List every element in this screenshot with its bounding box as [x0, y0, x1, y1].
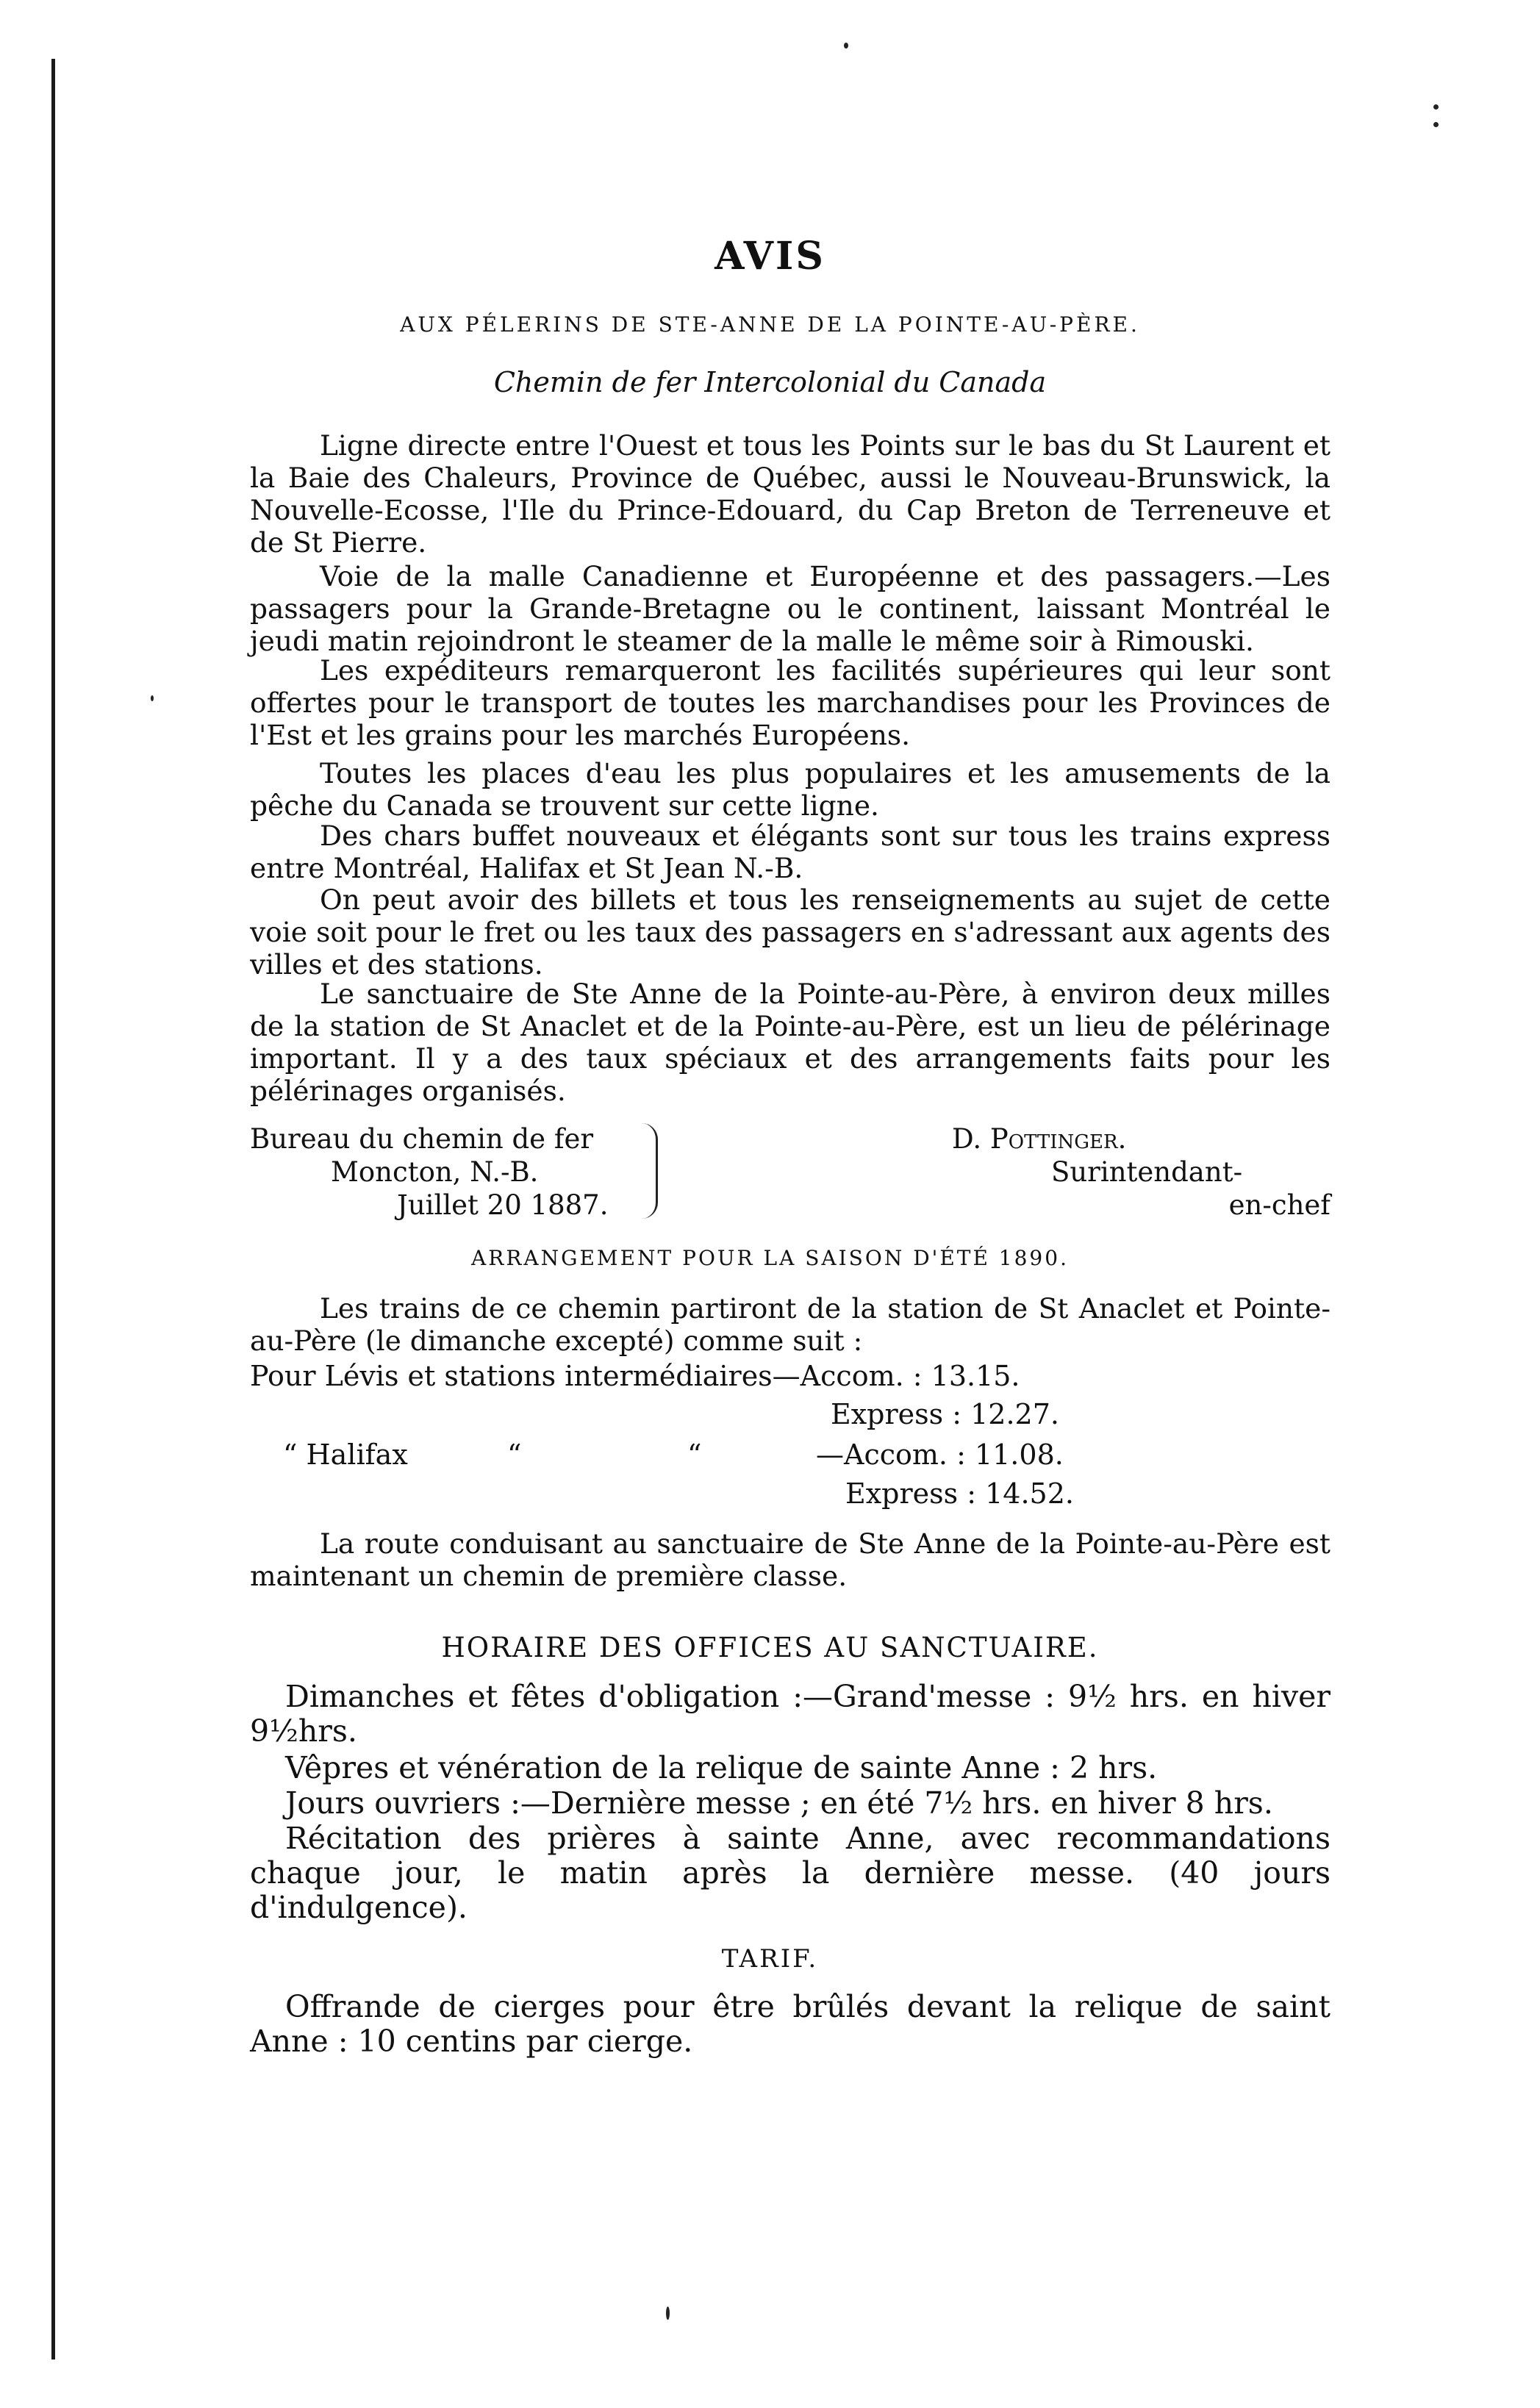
ditto-mark: “ — [687, 1438, 702, 1471]
weekday-schedule: Jours ouvriers :—Dernière messe ; en été 7½ hrs. en hiver 8 hrs. — [285, 1785, 1273, 1821]
paragraph-resorts: Toutes les places d'eau les plus populaires et les amusements de la pêche du Canada se trouvent sur cette ligne. — [250, 757, 1331, 822]
halifax-express: Express : 14.52. — [845, 1477, 1074, 1510]
ditto-mark: “ — [507, 1438, 522, 1471]
ink-speck — [1433, 122, 1439, 127]
signatory-title: Surintendant- — [1051, 1156, 1243, 1188]
page-edge-rule — [51, 59, 55, 2359]
brace-mark — [641, 1123, 658, 1219]
levis-accom: Pour Lévis et stations intermédiaires—Accom. : 13.15. — [250, 1360, 1020, 1392]
route-paragraph: La route conduisant au sanctuaire de Ste Anne de la Pointe-au-Père est maintenant un chemin de première classe. — [250, 1527, 1331, 1592]
notice-title: AVIS — [715, 234, 825, 279]
vespers-schedule: Vêpres et vénération de la relique de sainte Anne : 2 hrs. — [285, 1750, 1158, 1785]
summer-heading: ARRANGEMENT POUR LA SAISON D'ÉTÉ 1890. — [471, 1246, 1069, 1270]
signatory-title-cont: en-chef — [1228, 1189, 1331, 1221]
notice-subtitle: AUX PÉLERINS DE STE-ANNE DE LA POINTE-AU-PÈRE. — [400, 312, 1140, 337]
prayers-schedule: Récitation des prières à sainte Anne, avec recommandations chaque jour, le matin après la dernière messe. (40 jours d'indulgence). — [250, 1821, 1331, 1925]
levis-express: Express : 12.27. — [831, 1398, 1059, 1430]
tarif-heading: TARIF. — [721, 1944, 819, 1974]
summer-intro: Les trains de ce chemin partiront de la station de St Anaclet et Pointe-au-Père (le dimanche excepté) comme suit : — [250, 1292, 1331, 1357]
office-address — [250, 1122, 662, 1222]
halifax-accom: —Accom. : 11.08. — [816, 1438, 1064, 1471]
railway-name: Chemin de fer Intercolonial du Canada — [493, 366, 1047, 398]
halifax-label: “ Halifax — [283, 1438, 408, 1471]
paragraph-buffet-cars: Des chars buffet nouveaux et élégants sont sur tous les trains express entre Montréal, Halifax et St Jean N.-B. — [250, 820, 1331, 884]
paragraph-tickets: On peut avoir des billets et tous les renseignements au sujet de cette voie soit pour le fret ou les taux des passagers en s'adressant aux agents des villes et des stations. — [250, 884, 1331, 981]
sunday-schedule: Dimanches et fêtes d'obligation :—Grand'messe : 9½ hrs. en hiver 9½hrs. — [250, 1679, 1331, 1749]
paragraph-route: Ligne directe entre l'Ouest et tous les Points sur le bas du St Laurent et la Baie des Chaleurs, Province de Québec, aussi le Nouveau-Brunswick, la Nouvelle-Ecosse, l'Ile du Prince-Edouard, du Cap Breton de Terreneuve et de St Pierre. — [250, 429, 1331, 559]
ink-speck — [844, 43, 848, 49]
offices-heading: HORAIRE DES OFFICES AU SANCTUAIRE. — [441, 1632, 1099, 1663]
signatory — [809, 1122, 1331, 1222]
signatory-name: D. Pottinger. — [952, 1123, 1127, 1155]
ink-speck — [151, 695, 154, 701]
office-date: Juillet 20 1887. — [397, 1189, 609, 1221]
ink-speck — [1433, 104, 1439, 110]
office-city: Moncton, N.-B. — [331, 1156, 539, 1188]
paragraph-shippers: Les expéditeurs remarqueront les facilités supérieures qui leur sont offertes pour le transport de toutes les marchandises pour les Provinces de l'Est et les grains pour les marchés Européens. — [250, 654, 1331, 751]
paragraph-sanctuary: Le sanctuaire de Ste Anne de la Pointe-au-Père, à environ deux milles de la station de St Anaclet et de la Pointe-au-Père, est un lieu de pélérinage important. Il y a des taux spéciaux et des arrangements faits pour les pélérinages organisés. — [250, 978, 1331, 1107]
ink-speck — [666, 2307, 670, 2320]
tarif-text: Offrande de cierges pour être brûlés devant la relique de saint Anne : 10 centins par cierge. — [250, 1989, 1331, 2059]
paragraph-mail: Voie de la malle Canadienne et Européenne et des passagers.—Les passagers pour la Grande-Bretagne ou le continent, laissant Montréal le jeudi matin rejoindront le steamer de la malle le même soir à Rimouski. — [250, 560, 1331, 657]
office-line: Bureau du chemin de fer — [250, 1123, 594, 1155]
